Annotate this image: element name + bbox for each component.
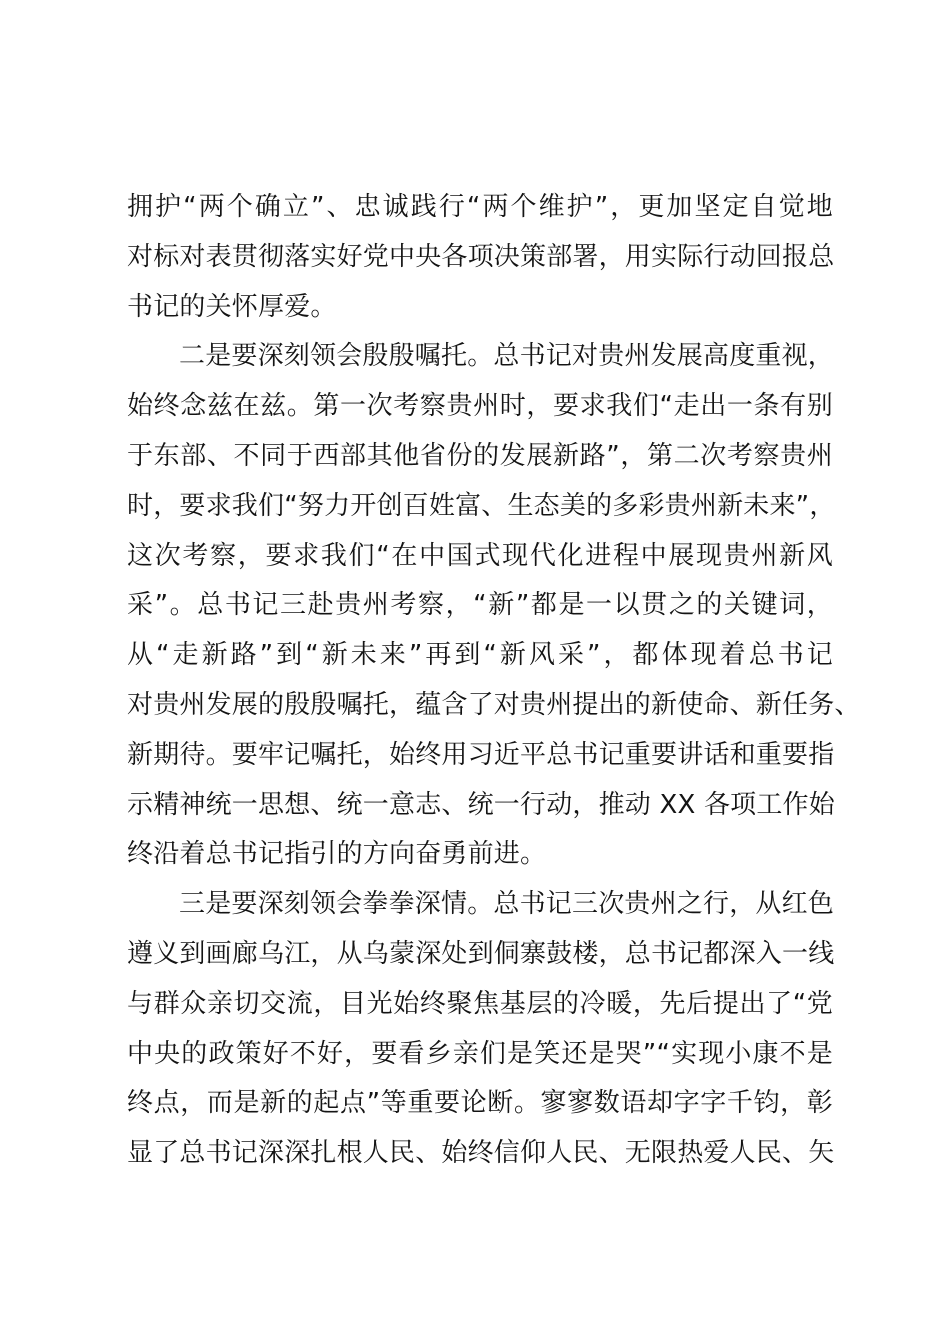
text-line: 书记的关怀厚爱。 [127, 291, 337, 322]
text-line: 遵义到画廊乌江，从乌蒙深处到侗寨鼓楼，总书记都深入一线 [127, 938, 835, 969]
text-line: 采”。总书记三赴贵州考察，“新”都是一以贯之的关键词， [127, 590, 833, 621]
text-line: 中央的政策好不好，要看乡亲们是笑还是哭”“实现小康不是 [127, 1038, 833, 1069]
text-line: 时，要求我们“努力开创百姓富、生态美的多彩贵州新未来”， [127, 490, 836, 521]
body-text [127, 183, 861, 1179]
text-line: 拥护“两个确立”、忠诚践行“两个维护”，更加坚定自觉地 [127, 192, 833, 222]
text-line: 这次考察，要求我们“在中国式现代化进程中展现贵州新风 [127, 540, 833, 571]
text-line: 与群众亲切交流，目光始终聚焦基层的冷暖，先后提出了“党 [127, 988, 833, 1019]
text-line: 示精神统一思想、统一意志、统一行动，推动 XX 各项工作始 [127, 789, 835, 820]
text-line: 终沿着总书记指引的方向奋勇前进。 [127, 839, 547, 870]
text-line: 终点，而是新的起点”等重要论断。寥寥数语却字字千钧，彰 [127, 1088, 833, 1119]
text-line: 新期待。要牢记嘱托，始终用习近平总书记重要讲话和重要指 [127, 739, 835, 770]
text-line: 对标对表贯彻落实好党中央各项决策部署，用实际行动回报总 [127, 241, 835, 272]
text-line: 对贵州发展的殷殷嘱托，蕴含了对贵州提出的新使命、新任务、 [127, 689, 861, 720]
text-line: 始终念兹在兹。第一次考察贵州时，要求我们“走出一条有别 [127, 391, 833, 422]
paragraph-start-line: 二是要深刻领会殷殷嘱托。总书记对贵州发展高度重视， [179, 341, 835, 372]
paragraph-start-line: 三是要深刻领会拳拳深情。总书记三次贵州之行，从红色 [179, 889, 835, 920]
text-line: 显了总书记深深扎根人民、始终信仰人民、无限热爱人民、矢 [127, 1138, 835, 1169]
text-line: 于东部、不同于西部其他省份的发展新路”，第二次考察贵州 [127, 440, 833, 471]
text-line: 从“走新路”到“新未来”再到“新风采”，都体现着总书记 [127, 640, 833, 671]
